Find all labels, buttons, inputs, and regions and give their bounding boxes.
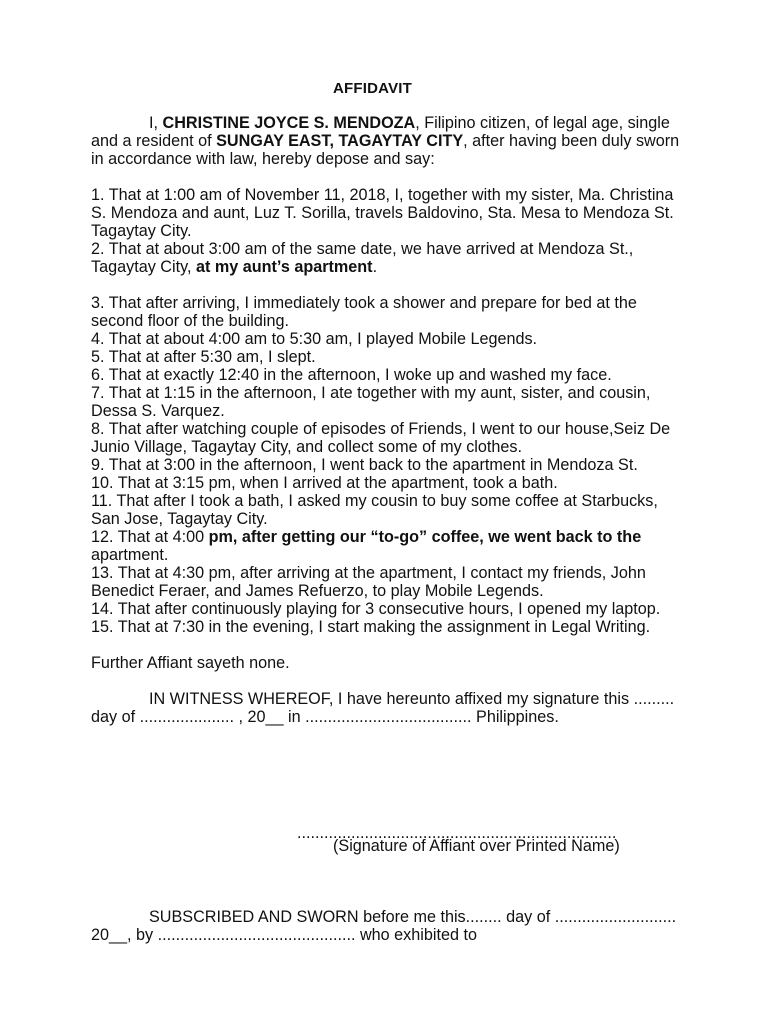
item-8: 8. That after watching couple of episodes of Friends, I went to our house,Seiz De Junio Village, Tagaytay City, and collect some of my clothes.: [91, 420, 671, 456]
spacer: [91, 276, 691, 294]
item-7: 7. That at 1:15 in the afternoon, I ate together with my aunt, sister, and cousin, Dessa S. Varquez.: [91, 384, 651, 420]
item-2-text-c: .: [372, 258, 378, 276]
item-3: 3. That after arriving, I immediately took a shower and prepare for bed at the second floor of the building.: [91, 294, 637, 330]
item-12-text-a: 12. That at 4:00: [91, 528, 209, 546]
further-statement: Further Affiant sayeth none.: [91, 654, 290, 672]
item-12-emphasis: pm, after getting our “to-go” coffee, we went back to the: [208, 528, 642, 546]
intro-text-b: , Filipino citizen, of legal age, single and a resident of: [91, 114, 670, 150]
item-2: [91, 240, 691, 276]
intro-text-c: , after having been duly sworn in accordance with law, hereby depose and say:: [91, 132, 680, 168]
spacer: [91, 672, 691, 690]
signature-caption: (Signature of Affiant over Printed Name): [333, 837, 620, 855]
item-4: 4. That at about 4:00 am to 5:30 am, I played Mobile Legends.: [91, 330, 538, 348]
intro-text-a: I,: [149, 114, 163, 132]
affiant-address: SUNGAY EAST, TAGAYTAY CITY: [216, 132, 464, 150]
item-12-text-c: apartment.: [91, 546, 169, 564]
witness-clause: IN WITNESS WHEREOF, I have hereunto affixed my signature this ......... day of ..................... , 20__ in ..................................... Philippines.: [91, 690, 675, 726]
item-5: 5. That at after 5:30 am, I slept.: [91, 348, 316, 366]
document-title: AFFIDAVIT: [333, 80, 413, 97]
item-14: 14. That after continuously playing for 3 consecutive hours, I opened my laptop.: [91, 600, 661, 618]
spacer: [91, 168, 691, 186]
signature-line: .......................................................................: [297, 824, 617, 842]
item-15: 15. That at 7:30 in the evening, I start making the assignment in Legal Writing.: [91, 618, 651, 636]
item-2-text-a: 2. That at about 3:00 am of the same date, we have arrived at Mendoza St., Tagaytay City,: [91, 240, 634, 276]
item-2-emphasis: at my aunt’s apartment: [195, 258, 373, 276]
item-10: 10. That at 3:15 pm, when I arrived at the apartment, took a bath.: [91, 474, 558, 492]
item-1: 1. That at 1:00 am of November 11, 2018, I, together with my sister, Ma. Christina S. Mendoza and aunt, Luz T. Sorilla, travels Baldovino, Sta. Mesa to Mendoza St. Tagaytay City.: [91, 186, 674, 240]
jurat-clause: SUBSCRIBED AND SWORN before me this........ day of ........................... 20__, by ............................................ who exhibited to: [91, 908, 677, 944]
item-9: 9. That at 3:00 in the afternoon, I went back to the apartment in Mendoza St.: [91, 456, 638, 474]
document-body: [91, 114, 691, 726]
spacer: [91, 636, 691, 654]
intro-paragraph: [91, 114, 691, 168]
item-13: 13. That at 4:30 pm, after arriving at the apartment, I contact my friends, John Benedict Feraer, and James Refuerzo, to play Mobile Legends.: [91, 564, 646, 600]
item-6: 6. That at exactly 12:40 in the afternoon, I woke up and washed my face.: [91, 366, 612, 384]
item-12: [91, 528, 691, 564]
affiant-name: CHRISTINE JOYCE S. MENDOZA: [162, 114, 416, 132]
item-11: 11. That after I took a bath, I asked my cousin to buy some coffee at Starbucks, San Jose, Tagaytay City.: [91, 492, 658, 528]
